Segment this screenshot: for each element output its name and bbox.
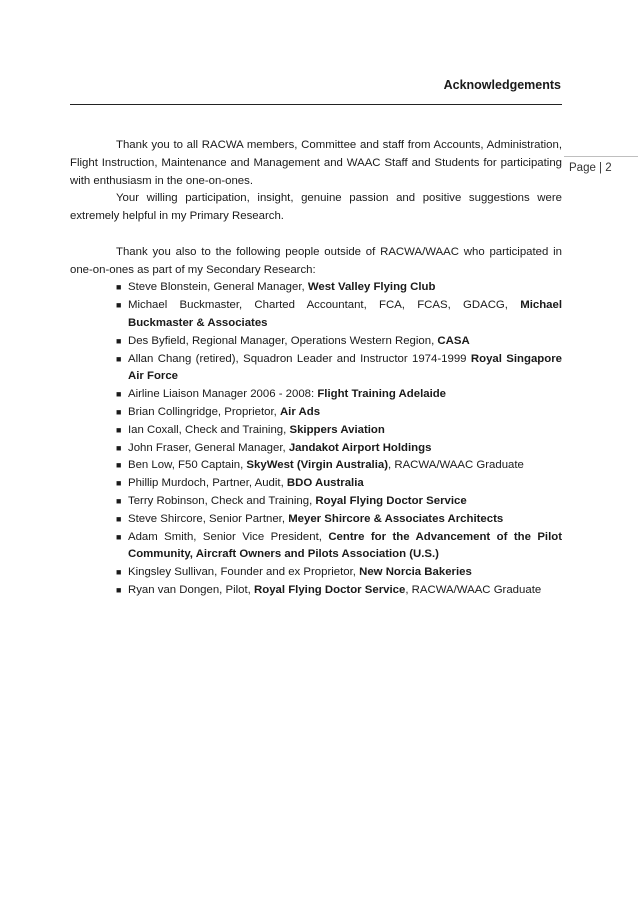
bullet-square-icon: ■ bbox=[116, 460, 122, 471]
bullet-square-icon: ■ bbox=[116, 513, 122, 524]
list-item bbox=[70, 511, 562, 529]
person-description: Ben Low, F50 Captain, bbox=[128, 459, 247, 472]
organization-name: Royal Singapore Air Force bbox=[128, 352, 562, 383]
organization-name: Jandakot Airport Holdings bbox=[288, 441, 432, 454]
person-description: Airline Liaison Manager 2006 - 2008: bbox=[128, 388, 318, 401]
bullet-square-icon: ■ bbox=[116, 300, 122, 311]
person-description: Allan Chang (retired), Squadron Leader and Instructor 1974-1999 bbox=[128, 352, 471, 365]
list-item bbox=[70, 297, 562, 333]
person-description: John Fraser, General Manager, bbox=[128, 441, 289, 454]
list-item bbox=[70, 457, 562, 475]
list-item bbox=[70, 351, 562, 387]
list-item bbox=[70, 333, 562, 351]
organization-name: BDO Australia bbox=[286, 477, 364, 490]
people-list bbox=[70, 279, 562, 599]
page-title: Acknowledgements bbox=[443, 78, 561, 92]
person-description: Ryan van Dongen, Pilot, bbox=[128, 583, 255, 596]
bullet-square-icon: ■ bbox=[116, 282, 122, 293]
list-item bbox=[70, 422, 562, 440]
page-number: Page | 2 bbox=[569, 162, 612, 174]
organization-name: Air Ads bbox=[279, 405, 321, 418]
header-divider bbox=[70, 104, 562, 105]
person-suffix: , RACWA/WAAC Graduate bbox=[405, 583, 542, 596]
organization-name: Royal Flying Doctor Service bbox=[254, 583, 406, 596]
page-number-divider bbox=[564, 156, 638, 157]
bullet-square-icon: ■ bbox=[116, 584, 122, 595]
list-item bbox=[70, 440, 562, 458]
person-description: Kingsley Sullivan, Founder and ex Proprietor, bbox=[128, 566, 360, 579]
paragraph-thanks-members: Thank you to all RACWA members, Committee and staff from Accounts, Administration, Flight Instruction, Maintenance and Management and WAAC Staff and Students for participating with enthusiasm in the one-on-ones. bbox=[70, 139, 562, 187]
person-description: Brian Collingridge, Proprietor, bbox=[128, 405, 280, 418]
list-item bbox=[70, 529, 562, 565]
person-description: Michael Buckmaster, Charted Accountant, FCA, FCAS, GDACG, bbox=[128, 299, 521, 312]
bullet-square-icon: ■ bbox=[116, 353, 122, 364]
organization-name: Meyer Shircore & Associates Architects bbox=[288, 512, 504, 525]
paragraph-thanks-outside: Thank you also to the following people outside of RACWA/WAAC who participated in one-on-ones as part of my Secondary Research: bbox=[70, 245, 562, 276]
list-item bbox=[70, 582, 562, 600]
bullet-square-icon: ■ bbox=[116, 389, 122, 400]
person-suffix: , RACWA/WAAC Graduate bbox=[388, 459, 524, 472]
organization-name: Michael Buckmaster & Associates bbox=[128, 299, 562, 329]
list-item bbox=[70, 564, 562, 582]
person-description: Adam Smith, Senior Vice President, bbox=[128, 530, 329, 543]
person-description: Ian Coxall, Check and Training, bbox=[128, 423, 290, 436]
bullet-square-icon: ■ bbox=[116, 424, 122, 435]
organization-name: West Valley Flying Club bbox=[307, 281, 436, 294]
organization-name: Skippers Aviation bbox=[289, 423, 385, 436]
organization-name: CASA bbox=[437, 334, 470, 347]
list-item bbox=[70, 404, 562, 422]
organization-name: Flight Training Adelaide bbox=[317, 388, 447, 401]
bullet-square-icon: ■ bbox=[116, 442, 122, 453]
person-description: Steve Blonstein, General Manager, bbox=[128, 281, 308, 294]
organization-name: Centre for the Advancement of the Pilot Community, Aircraft Owners and Pilots Association (U.S.) bbox=[128, 530, 563, 561]
bullet-square-icon: ■ bbox=[116, 567, 122, 578]
bullet-square-icon: ■ bbox=[116, 531, 122, 542]
list-item bbox=[70, 279, 562, 297]
organization-name: Royal Flying Doctor Service bbox=[315, 494, 467, 507]
list-item bbox=[70, 475, 562, 493]
bullet-square-icon: ■ bbox=[116, 495, 122, 506]
bullet-square-icon: ■ bbox=[116, 406, 122, 417]
bullet-square-icon: ■ bbox=[116, 478, 122, 489]
person-description: Terry Robinson, Check and Training, bbox=[128, 494, 316, 507]
organization-name: SkyWest (Virgin Australia) bbox=[246, 459, 389, 472]
person-description: Phillip Murdoch, Partner, Audit, bbox=[128, 477, 287, 490]
organization-name: New Norcia Bakeries bbox=[359, 566, 472, 579]
list-item bbox=[70, 386, 562, 404]
bullet-square-icon: ■ bbox=[116, 335, 122, 346]
person-description: Steve Shircore, Senior Partner, bbox=[128, 512, 289, 525]
person-description: Des Byfield, Regional Manager, Operations Western Region, bbox=[128, 334, 438, 347]
list-item bbox=[70, 493, 562, 511]
paragraph-participation: Your willing participation, insight, genuine passion and positive suggestions were extremely helpful in my Primary Research. bbox=[70, 192, 562, 223]
document-body bbox=[70, 137, 562, 600]
